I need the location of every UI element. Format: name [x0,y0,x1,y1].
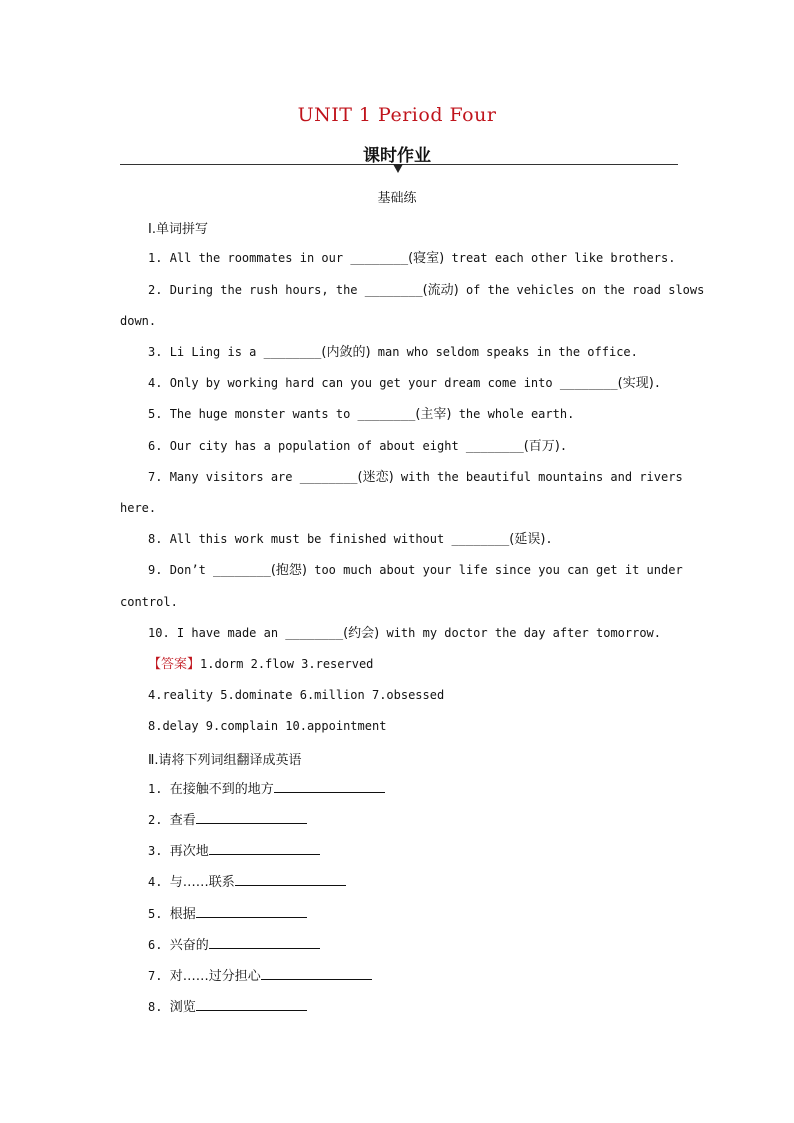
question-item [148,375,661,392]
answer-line-blank[interactable] [196,998,307,1011]
phrase-text: 根据 [169,907,196,922]
answer-blank[interactable]: ________ [263,345,322,359]
chinese-hint: (流动) [422,283,459,298]
chinese-hint: (主宰) [415,407,452,422]
question-text: Only by working hard can you get your dream come into [169,376,560,390]
question-continuation: down. [120,314,157,328]
question-item [148,406,574,423]
phrase-item [148,936,320,954]
question-number: 5. [148,407,163,421]
question-item [148,250,675,267]
chinese-hint: (寝室) [408,251,445,266]
chinese-hint: (迷恋) [357,470,394,485]
phrase-number: 6. [148,938,163,952]
section-label: 基础练 [377,191,417,206]
phrase-item [148,811,307,829]
page-title: UNIT 1 Period Four [297,104,497,126]
question-text: . [559,439,568,453]
question-text: The huge monster wants to [169,407,358,421]
question-text: All the roommates in our [169,251,351,265]
answer-blank[interactable]: ________ [465,439,524,453]
phrase-text: 浏览 [169,1000,196,1015]
question-text: During the rush hours, the [169,283,365,297]
question-item [148,282,704,299]
question-item [148,531,553,548]
answer-line: 8.delay 9.complain 10.appointment [148,719,387,733]
phrase-number: 3. [148,844,163,858]
phrase-text: 对……过分担心 [169,969,261,984]
question-text: . [545,532,553,546]
answer-line-blank[interactable] [209,936,320,949]
down-arrow-icon [393,164,403,173]
question-text: Don’t [169,563,214,577]
question-continuation: control. [120,595,178,609]
question-number: 7. [148,470,163,484]
phrase-number: 4. [148,875,163,889]
phrase-number: 5. [148,907,163,921]
page-subtitle: 课时作业 [363,146,431,166]
answer-line-blank[interactable] [196,811,307,824]
answer-line [148,656,373,673]
question-text: Our city has a population of about eight [169,439,466,453]
question-number: 2. [148,283,163,297]
phrase-text: 兴奋的 [169,938,209,953]
question-text: the whole earth. [451,407,575,421]
question-number: 6. [148,439,163,453]
question-text: of the vehicles on the road slows [458,283,705,297]
phrase-item [148,905,307,923]
question-text: . [653,376,662,390]
answer-blank[interactable]: ________ [299,470,358,484]
phrase-item [148,780,385,798]
answer-label: 【答案】 [148,657,201,672]
chinese-hint: (延误) [509,532,546,547]
question-text: I have made an [176,626,286,640]
answer-line-blank[interactable] [261,967,372,980]
question-text: too much about your life since you can get it under [307,563,683,577]
part2-heading: Ⅱ.请将下列词组翻译成英语 [148,753,302,768]
answer-line: 4.reality 5.dominate 6.million 7.obsessed [148,688,445,702]
phrase-text: 与……联系 [169,875,235,890]
answer-blank[interactable]: ________ [451,532,510,546]
question-number: 1. [148,251,163,265]
question-item [148,344,638,361]
question-text: Li Ling is a [169,345,264,359]
phrase-text: 在接触不到的地方 [169,782,274,797]
question-number: 9. [148,563,163,577]
chinese-hint: (百万) [523,439,560,454]
answer-line-blank[interactable] [274,780,385,793]
question-text: Many visitors are [169,470,300,484]
answer-line-blank[interactable] [235,873,346,886]
answer-blank[interactable]: ________ [350,251,409,265]
question-text: man who seldom speaks in the office. [370,345,638,359]
answer-blank[interactable]: ________ [213,563,271,577]
chinese-hint: (内敛的) [321,345,371,360]
chinese-hint: (抱怨) [270,563,307,578]
answer-blank[interactable]: ________ [364,283,423,297]
phrase-number: 8. [148,1000,163,1014]
question-item [148,469,683,486]
answer-blank[interactable]: ________ [559,376,618,390]
question-number: 8. [148,532,163,546]
question-number: 4. [148,376,163,390]
question-item [148,562,683,579]
answer-line-blank[interactable] [196,905,307,918]
answer-line-blank[interactable] [209,842,320,855]
question-item [148,438,567,455]
chinese-hint: (约会) [343,626,380,641]
phrase-text: 再次地 [169,844,209,859]
phrase-text: 查看 [169,813,196,828]
phrase-number: 1. [148,782,163,796]
answer-blank[interactable]: ________ [357,407,416,421]
question-number: 3. [148,345,163,359]
phrase-item [148,998,307,1016]
answer-blank[interactable]: ________ [285,626,344,640]
answer-text: 1.dorm 2.flow 3.reserved [200,657,374,671]
question-text: All this work must be finished without [169,532,452,546]
chinese-hint: (实现) [617,376,654,391]
question-text: with my doctor the day after tomorrow. [379,626,662,640]
phrase-number: 7. [148,969,163,983]
part1-heading: Ⅰ.单词拼写 [148,222,208,237]
question-number: 10. [148,626,170,640]
question-text: with the beautiful mountains and rivers [393,470,683,484]
question-text: treat each other like brothers. [444,251,676,265]
phrase-item [148,873,346,891]
phrase-item [148,842,320,860]
phrase-item [148,967,372,985]
question-continuation: here. [120,501,157,515]
question-item [148,625,661,642]
phrase-number: 2. [148,813,163,827]
